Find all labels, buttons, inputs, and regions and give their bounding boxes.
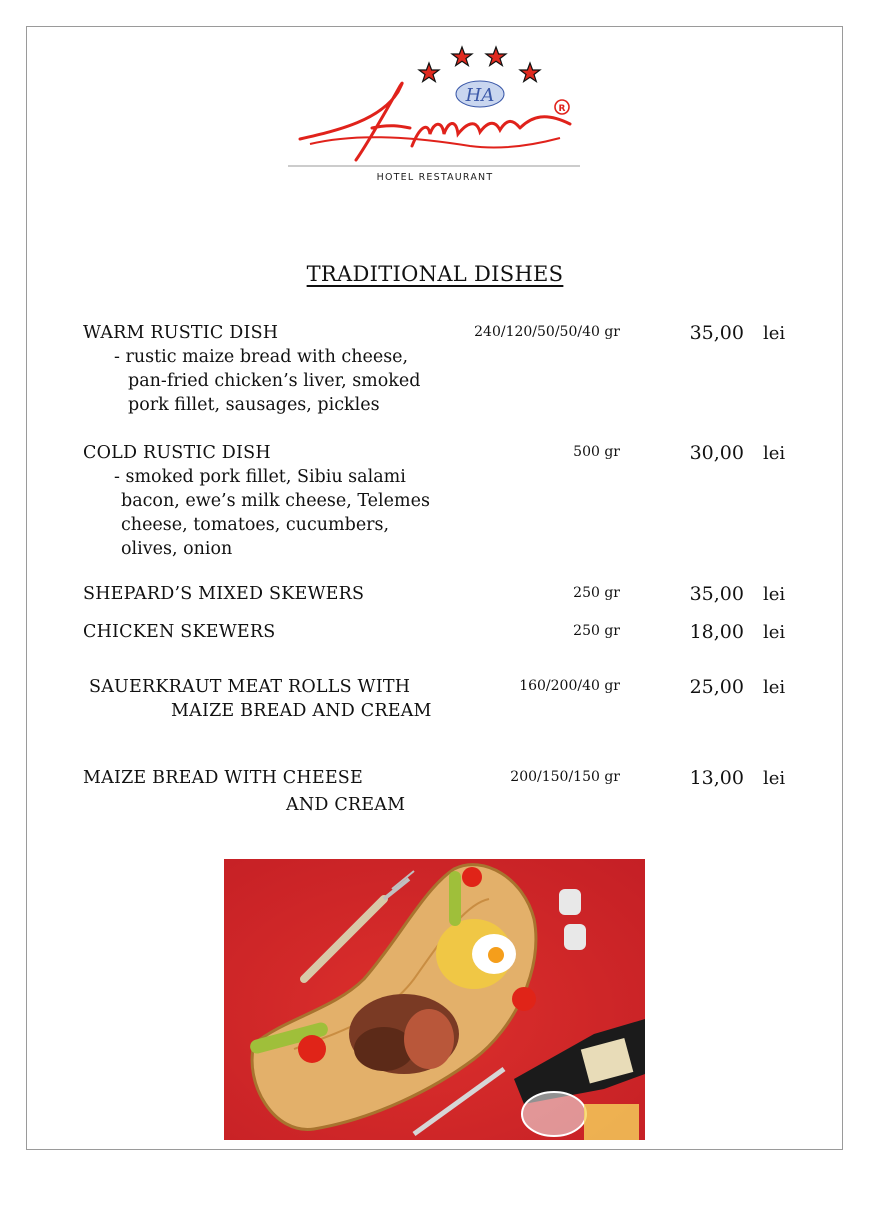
currency-label: lei [763,323,786,344]
dish-price: 25,00 [689,676,744,698]
dish-name: SAUERKRAUT MEAT ROLLS WITH [89,677,411,697]
dish-name: MAIZE BREAD WITH CHEESE [83,768,363,788]
star-icon [419,63,439,82]
dish-name-continued: AND CREAM [286,795,406,815]
dish-description: olives, onion [121,539,233,559]
logo-subtitle: HOTEL RESTAURANT [376,172,494,183]
dish-weight: 250 gr [573,623,620,639]
dish-name: SHEPARD’S MIXED SKEWERS [83,584,365,604]
star-icon [452,47,472,66]
monogram-text: HA [465,85,495,106]
dish-name: WARM RUSTIC DISH [83,323,279,343]
dish-name-continued: MAIZE BREAD AND CREAM [171,701,432,721]
food-photo [224,859,645,1140]
dish-price: 35,00 [689,583,744,605]
dish-description: cheese, tomatoes, cucumbers, [121,515,390,535]
dish-description: - smoked pork fillet, Sibiu salami [114,467,406,487]
dish-price: 35,00 [689,322,744,344]
dish-weight: 200/150/150 gr [510,769,620,785]
dish-name: COLD RUSTIC DISH [83,443,271,463]
svg-text:R: R [558,104,566,114]
section-title: TRADITIONAL DISHES [306,262,564,286]
dish-price: 30,00 [689,442,744,464]
dish-weight: 240/120/50/50/40 gr [474,324,620,340]
currency-label: lei [763,584,786,605]
currency-label: lei [763,768,786,789]
dish-description: - rustic maize bread with cheese, [114,347,409,367]
rustic-platter-illustration [224,859,645,1140]
dish-price: 13,00 [689,767,744,789]
star-icon [520,63,540,82]
logo-script-flourish [300,83,570,160]
hotel-logo [0,0,870,200]
dish-description: pan-fried chicken’s liver, smoked [128,371,421,391]
dish-description: bacon, ewe’s milk cheese, Telemes [121,491,430,511]
dish-price: 18,00 [689,621,744,643]
currency-label: lei [763,677,786,698]
star-icon [486,47,506,66]
dish-weight: 250 gr [573,585,620,601]
logo-graphic [0,0,870,200]
dish-weight: 500 gr [573,444,620,460]
dish-name: CHICKEN SKEWERS [83,622,276,642]
dish-description: pork fillet, sausages, pickles [128,395,380,415]
dish-weight: 160/200/40 gr [519,678,620,694]
currency-label: lei [763,622,786,643]
currency-label: lei [763,443,786,464]
